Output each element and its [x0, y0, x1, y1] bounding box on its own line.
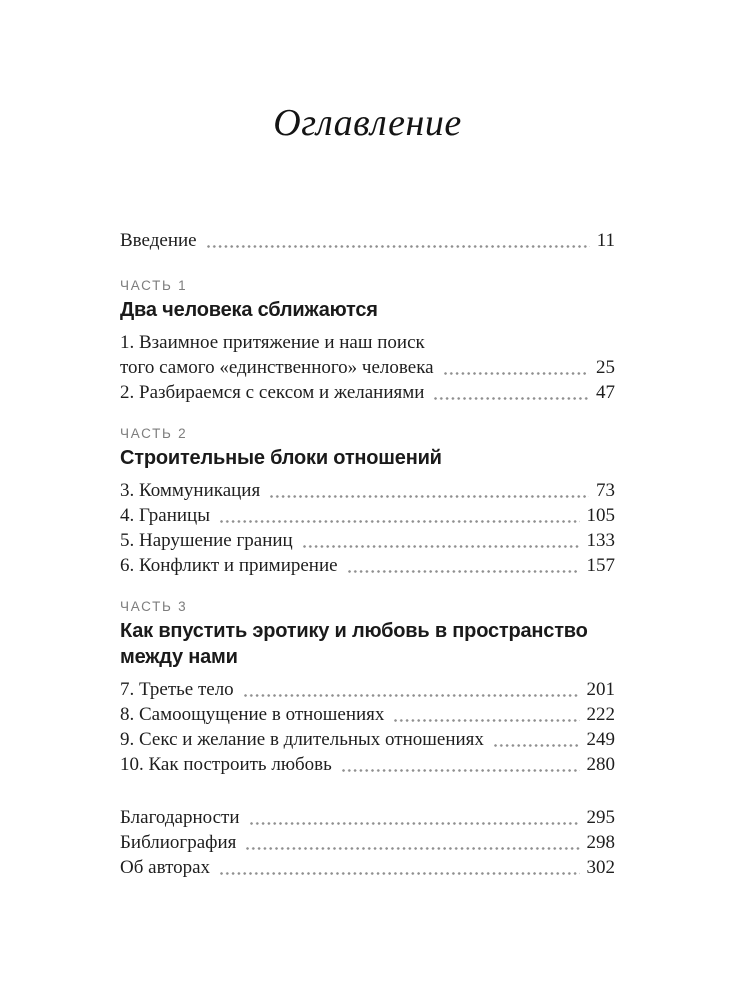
part-kicker: ЧАСТЬ 2	[120, 426, 188, 441]
toc-entry	[120, 752, 615, 777]
page-number: 295	[586, 807, 615, 828]
page-number: 73	[596, 480, 615, 501]
toc-part-1	[120, 277, 615, 405]
toc-entry-intro	[120, 228, 615, 253]
part-heading-line: Два человека сближаются	[120, 299, 378, 321]
page-number: 105	[586, 505, 615, 526]
dot-leader	[270, 494, 589, 499]
page-number: 47	[596, 382, 615, 403]
dot-leader	[250, 821, 580, 826]
page-number: 222	[586, 704, 615, 725]
toc-part-2	[120, 425, 615, 578]
toc-entry	[120, 727, 615, 752]
part-heading-line: между нами	[120, 646, 238, 668]
part-heading-line: Как впустить эротику и любовь в пространство	[120, 620, 588, 642]
dot-leader	[434, 396, 589, 401]
entry-label: Библиография	[120, 832, 237, 853]
page-number: 249	[586, 729, 615, 750]
part-kicker: ЧАСТЬ 1	[120, 278, 188, 293]
page-number: 280	[586, 754, 615, 775]
entry-label: того самого «единственного» человека	[120, 357, 434, 378]
dot-leader	[348, 569, 580, 574]
page-number: 201	[586, 679, 615, 700]
toc-entry	[120, 553, 615, 578]
toc-entry	[120, 677, 615, 702]
page-number: 11	[596, 230, 615, 251]
entry-label: 9. Секс и желание в длительных отношениях	[120, 729, 484, 750]
dot-leader	[207, 244, 590, 249]
part-heading-line: Строительные блоки отношений	[120, 447, 442, 469]
page-number: 157	[586, 555, 615, 576]
page-number: 133	[586, 530, 615, 551]
dot-leader	[394, 718, 579, 723]
entry-label: 3. Коммуникация	[120, 480, 261, 501]
dot-leader	[444, 371, 589, 376]
entry-label: 10. Как построить любовь	[120, 754, 332, 775]
dot-leader	[220, 519, 580, 524]
toc-entry	[120, 702, 615, 727]
dot-leader	[244, 693, 580, 698]
page-number: 298	[586, 832, 615, 853]
entry-label: 7. Третье тело	[120, 679, 234, 700]
toc-entry	[120, 380, 615, 405]
dot-leader	[303, 544, 580, 549]
toc-entry	[120, 855, 615, 880]
toc-entry	[120, 478, 615, 503]
dot-leader	[342, 768, 580, 773]
part-heading	[120, 618, 615, 670]
dot-leader	[494, 743, 580, 748]
entry-label: 4. Границы	[120, 505, 210, 526]
toc-entry-line1: 1. Взаимное притяжение и наш поиск	[120, 332, 425, 353]
dot-leader	[246, 846, 579, 851]
part-kicker: ЧАСТЬ 3	[120, 599, 188, 614]
entry-label: Об авторах	[120, 857, 211, 878]
toc-entry	[120, 355, 615, 380]
dot-leader	[220, 871, 579, 876]
page-title: Оглавление	[273, 102, 462, 144]
toc-entry	[120, 830, 615, 855]
page-number: 25	[596, 357, 615, 378]
toc-back-matter	[120, 805, 615, 880]
entry-label: 8. Самоощущение в отношениях	[120, 704, 385, 725]
toc-part-3	[120, 598, 615, 777]
entry-label: 2. Разбираемся с сексом и желаниями	[120, 382, 425, 403]
entry-label: 6. Конфликт и примирение	[120, 555, 338, 576]
toc-entry	[120, 528, 615, 553]
part-heading	[120, 297, 615, 323]
entry-label: Благодарности	[120, 807, 240, 828]
toc-entry	[120, 805, 615, 830]
entry-label: 5. Нарушение границ	[120, 530, 293, 551]
page-number: 302	[586, 857, 615, 878]
part-heading	[120, 445, 615, 471]
toc-entry	[120, 503, 615, 528]
entry-label: Введение	[120, 230, 197, 251]
